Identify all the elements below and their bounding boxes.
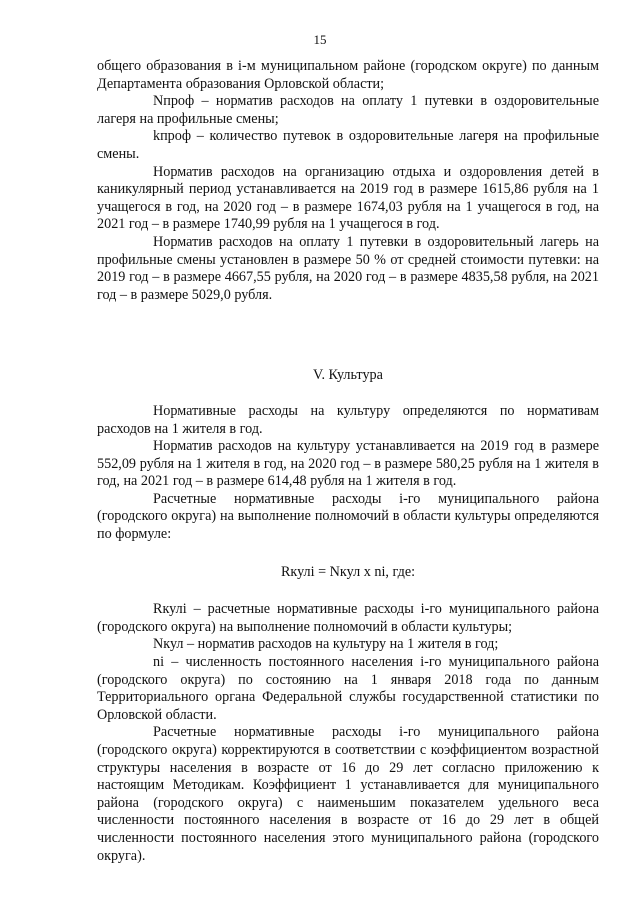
paragraph: Норматив расходов на организацию отдыха и оздоровления детей в каникулярный период устанавливается на 2019 год в размере 1615,86 рубля на 1 учащегося в год, на 2020 год – в размере 1674,03 рубля на 1 учащегося в год, на 2021 год – в размере 1740,99 рубля на 1 учащегося в год. xyxy=(97,163,599,233)
formula: Rкулi = Nкул x ni, где: xyxy=(280,563,416,580)
document-body xyxy=(97,58,599,865)
paragraph: Нормативные расходы на культуру определяются по нормативам расходов на 1 жителя в год. xyxy=(97,402,599,437)
paragraph: Nкул – норматив расходов на культуру на 1 жителя в год; xyxy=(153,636,499,653)
paragraph: Норматив расходов на культуру устанавливается на 2019 год в размере 552,09 рубля на 1 жителя в год, на 2020 год – в размере 580,25 рубля на 1 жителя в год, на 2021 год – в размере 614,48 рубля на 1 жителя в год. xyxy=(97,438,599,490)
paragraph: Nпроф – норматив расходов на оплату 1 путевки в оздоровительные лагеря на профильные смены; xyxy=(97,93,599,127)
paragraph: общего образования в i-м муниципальном районе (городском округе) по данным Департамента образования Орловской области; xyxy=(97,58,599,92)
paragraph: Расчетные нормативные расходы i-го муниципального района (городского округа) корректируются в соответствии с коэффициентом возрастной структуры населения в возрасте от 16 до 29 лет согласно приложению к настоящим Методикам. Коэффициент 1 устанавливается для муниципального района (городского округа) с наименьшим показателем удельного веса численности постоянного населения в возрасте от 16 до 29 лет в общей численности постоянного населения этого муниципального района (городского округа). xyxy=(97,724,599,864)
paragraph: kпроф – количество путевок в оздоровительные лагеря на профильные смены. xyxy=(97,128,599,162)
paragraph: Rкулi – расчетные нормативные расходы i-го муниципального района (городского округа) на выполнение полномочий в области культуры; xyxy=(97,601,599,635)
page-number: 15 xyxy=(313,32,327,47)
section-heading: V. Культура xyxy=(313,367,383,384)
paragraph: Расчетные нормативные расходы i-го муниципального района (городского округа) на выполнение полномочий в области культуры определяются по формуле: xyxy=(97,490,599,543)
paragraph: ni – численность постоянного населения i-го муниципального района (городского округа) по состоянию на 1 января 2018 года по данным Территориального органа Федеральной службы государственной статистики по Орловской области. xyxy=(97,654,599,723)
paragraph: Норматив расходов на оплату 1 путевки в оздоровительный лагерь на профильные смены установлен в размере 50 % от средней стоимости путевки: на 2019 год – в размере 4667,55 рубля, на 2020 год – в размере 4835,58 рубля, на 2021 год – в размере 5029,0 рубля. xyxy=(97,233,599,303)
